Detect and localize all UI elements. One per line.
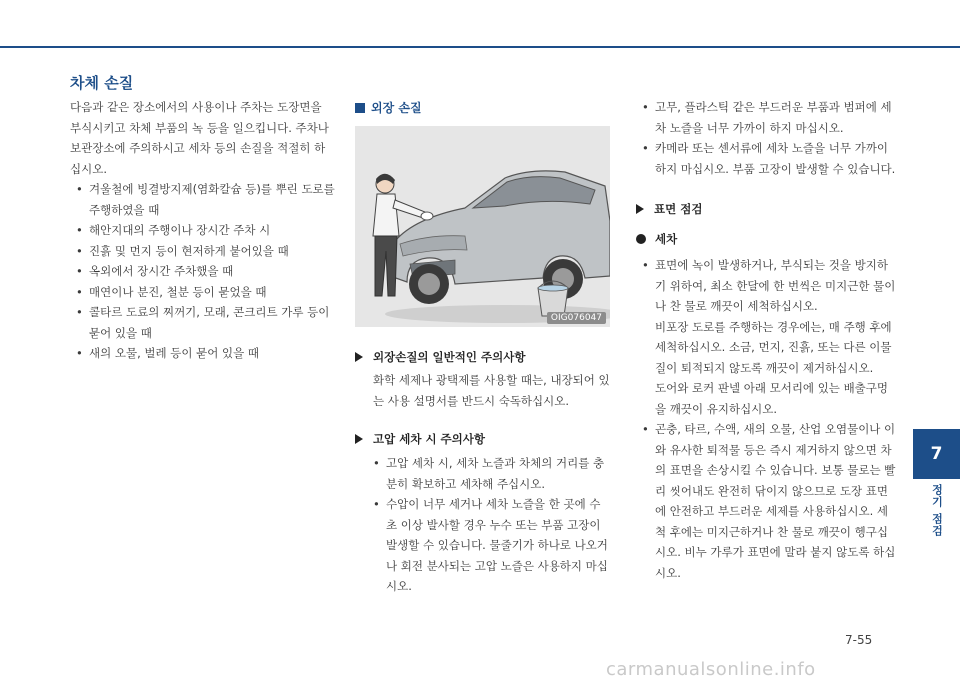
wash-heading-text: 세차 (655, 232, 678, 246)
car-wash-drawing (355, 126, 610, 327)
middle-column (355, 99, 610, 597)
exterior-care-heading (355, 99, 610, 116)
list-item: • 겨울철에 빙결방지제(염화칼슘 등)를 뿌린 도로를 주행하였을 때 (70, 179, 335, 220)
general-precautions-heading-text: 외장손질의 일반적인 주의사항 (373, 350, 526, 364)
pressure-wash-heading (355, 431, 610, 447)
general-precautions-heading (355, 349, 610, 365)
triangle-bullet-icon (636, 204, 644, 214)
list-item: • 옥외에서 장시간 주차했을 때 (70, 261, 335, 282)
list-item: • 수압이 너무 세거나 세차 노즐을 한 곳에 수 초 이상 발사할 경우 누수 또는 부품 고장이 발생할 수 있습니다. 물줄기가 하나로 나오거나 회전 분사되는 고압 노즐은 사용하지 마십시오. (367, 494, 610, 597)
right-column (636, 97, 898, 583)
list-item: • 곤충, 타르, 수액, 새의 오물, 산업 오염물이나 이와 유사한 퇴적물 등은 즉시 제거하지 않으면 차의 표면을 손상시킬 수 있습니다. 보통 물로는 빨리 씻어내도 완전히 닦이지 않으므로 도장 표면에 안전하고 부드러운 세제를 사용하십시오. 세척 후에는 미지근하거나 찬 물로 깨끗이 헹구십시오. 비누 가루가 표면에 말라 붙지 않도록 하십시오. (636, 419, 898, 583)
wash-paragraph-1: 비포장 도로를 주행하는 경우에는, 매 주행 후에 세척하십시오. 소금, 먼지, 진흙, 또는 다른 이물질이 퇴적되지 않도록 깨끗이 제거하십시오. (655, 319, 892, 375)
list-item: • 매연이나 분진, 철분 등이 묻었을 때 (70, 282, 335, 303)
watermark: carmanualsonline.info (606, 659, 816, 680)
chapter-label (913, 484, 960, 537)
list-item: • 콜타르 도료의 찌꺼기, 모래, 콘크리트 가루 등이 묻어 있을 때 (70, 302, 335, 343)
page-number: 7-55 (845, 633, 873, 647)
exterior-care-heading-text: 외장 손질 (371, 101, 422, 115)
wash-list (636, 255, 898, 583)
car-washing-illustration (355, 126, 610, 327)
triangle-bullet-icon (355, 352, 363, 362)
wash-heading (636, 231, 898, 247)
top-rule (0, 46, 960, 48)
wash-paragraph-2: 도어와 로커 판넬 아래 모서리에 있는 배출구멍을 깨끗이 유지하십시오. (655, 381, 889, 416)
chapter-tab: 7 (913, 429, 960, 479)
pressure-wash-list (355, 453, 610, 597)
circle-bullet-icon (636, 234, 646, 244)
list-item: • 새의 오물, 벌레 등이 묻어 있을 때 (70, 343, 335, 364)
left-column (70, 97, 335, 364)
pressure-wash-heading-text: 고압 세차 시 주의사항 (373, 432, 485, 446)
damage-conditions-list (70, 179, 335, 364)
list-item: • 고무, 플라스틱 같은 부드러운 부품과 범퍼에 세차 노즐을 너무 가까이 하지 마십시오. (636, 97, 898, 138)
list-item (636, 255, 898, 419)
square-bullet-icon (355, 103, 365, 113)
intro-paragraph: 다음과 같은 장소에서의 사용이나 주차는 도장면을 부식시키고 차체 부품의 녹 등을 일으킵니다. 주차나 보관장소에 주의하시고 세차 등의 손질을 적절히 하십시오. (70, 100, 329, 176)
figure-code-label: OIG076047 (547, 312, 606, 324)
surface-check-heading (636, 201, 898, 217)
list-item: • 해안지대의 주행이나 장시간 주차 시 (70, 220, 335, 241)
nozzle-caution-list (636, 97, 898, 179)
section-title: 차체 손질 (70, 74, 134, 92)
list-item: • 카메라 또는 센서류에 세차 노즐을 너무 가까이 하지 마십시오. 부품 고장이 발생할 수 있습니다. (636, 138, 898, 179)
general-precautions-text: 화학 세제나 광택제를 사용할 때는, 내장되어 있는 사용 설명서를 반드시 숙독하십시오. (373, 373, 610, 408)
list-item: • 고압 세차 시, 세차 노즐과 차체의 거리를 충분히 확보하고 세차해 주십시오. (367, 453, 610, 494)
chapter-label-text: 정기 점검 (930, 484, 944, 537)
wash-bullet-1-text: 표면에 녹이 발생하거나, 부식되는 것을 방지하기 위하여, 최소 한달에 한 번씩은 미지근한 물이나 찬 물로 깨끗이 세척하십시오. (655, 258, 896, 313)
list-item: • 진흙 및 먼지 등이 현저하게 붙어있을 때 (70, 241, 335, 262)
surface-check-heading-text: 표면 점검 (654, 202, 703, 216)
triangle-bullet-icon (355, 434, 363, 444)
